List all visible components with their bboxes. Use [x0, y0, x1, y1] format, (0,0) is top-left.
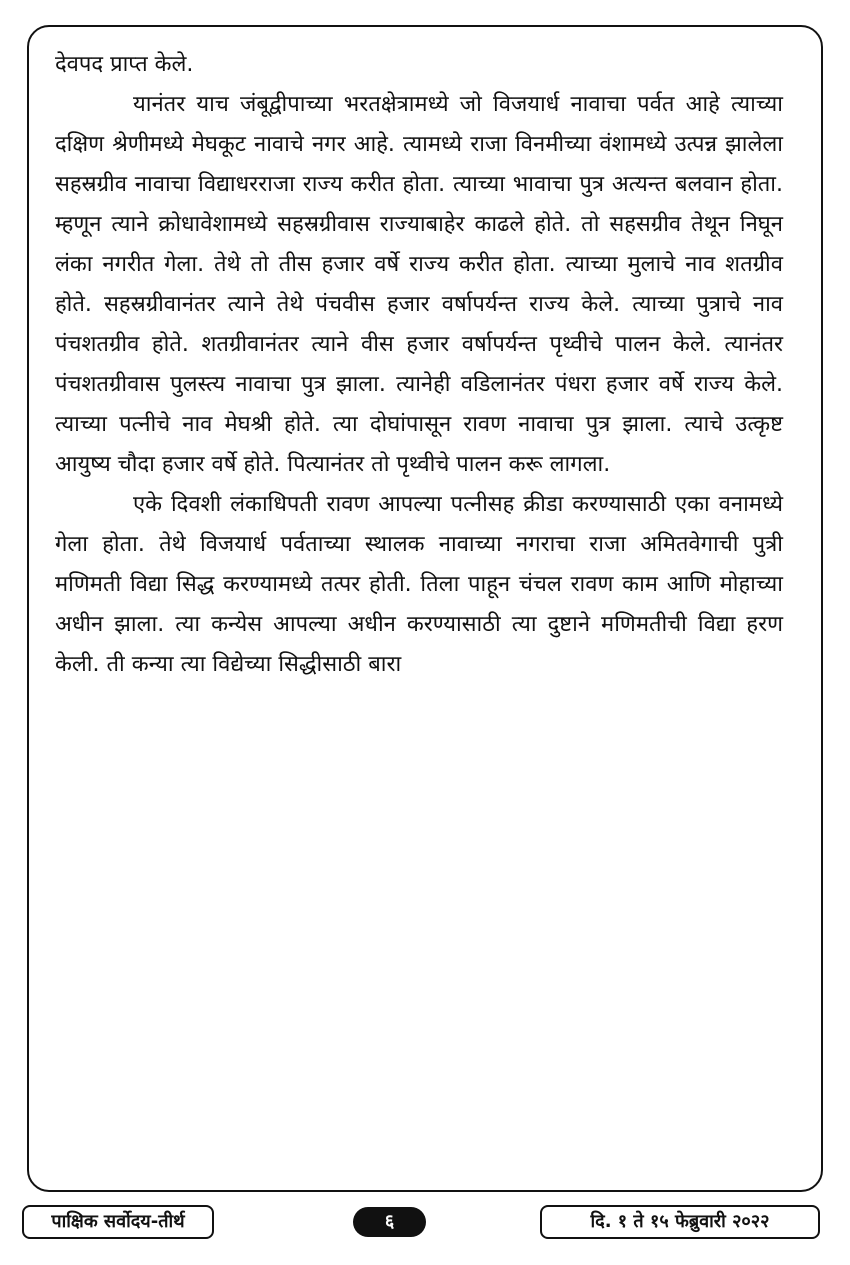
paragraph: एके दिवशी लंकाधिपती रावण आपल्या पत्नीसह क्रीडा करण्यासाठी एका वनामध्ये गेला होता. तेथे विजयार्ध पर्वताच्या स्थालक नावाच्या नगराचा राजा अमितवेगाची पुत्री मणिमती विद्या सिद्ध करण्यामध्ये तत्पर होती. तिला पाहून चंचल रावण काम आणि मोहाच्या अधीन झाला. त्या कन्येस आपल्या अधीन करण्यासाठी त्या दुष्टाने मणिमतीची विद्या हरण केली. ती कन्या त्या विद्येच्या सिद्धीसाठी बारा [55, 492, 783, 677]
page-number: ६ [353, 1207, 426, 1237]
article-body [55, 45, 783, 685]
paragraph-continuation: देवपद प्राप्त केले. [55, 52, 194, 77]
paragraph: यानंतर याच जंबूद्वीपाच्या भरतक्षेत्रामध्ये जो विजयार्ध नावाचा पर्वत आहे त्याच्या दक्षिण श्रेणीमध्ये मेघकूट नावाचे नगर आहे. त्यामध्ये राजा विनमीच्या वंशामध्ये उत्पन्न झालेला सहस्रग्रीव नावाचा विद्याधरराजा राज्य करीत होता. त्याच्या भावाचा पुत्र अत्यन्त बलवान होता. म्हणून त्याने क्रोधावेशामध्ये सहस्रग्रीवास राज्याबाहेर काढले होते. तो सहसग्रीव तेथून निघून लंका नगरीत गेला. तेथे तो तीस हजार वर्षे राज्य करीत होता. त्याच्या मुलाचे नाव शतग्रीव होते. सहस्रग्रीवानंतर त्याने तेथे पंचवीस हजार वर्षापर्यन्त राज्य केले. त्याच्या पुत्राचे नाव पंचशतग्रीव होते. शतग्रीवानंतर त्याने वीस हजार वर्षापर्यन्त पृथ्वीचे पालन केले. त्यानंतर पंचशतग्रीवास पुलस्त्य नावाचा पुत्र झाला. त्यानेही वडिलानंतर पंधरा हजार वर्षे राज्य केले. त्याच्या पत्नीचे नाव मेघश्री होते. त्या दोघांपासून रावण नावाचा पुत्र झाला. त्याचे उत्कृष्ट आयुष्य चौदा हजार वर्षे होते. पित्यानंतर तो पृथ्वीचे पालन करू लागला. [55, 92, 783, 477]
issue-date: दि. १ ते १५ फेब्रुवारी २०२२ [540, 1205, 820, 1239]
publication-name: पाक्षिक सर्वोदय-तीर्थ [22, 1205, 214, 1239]
